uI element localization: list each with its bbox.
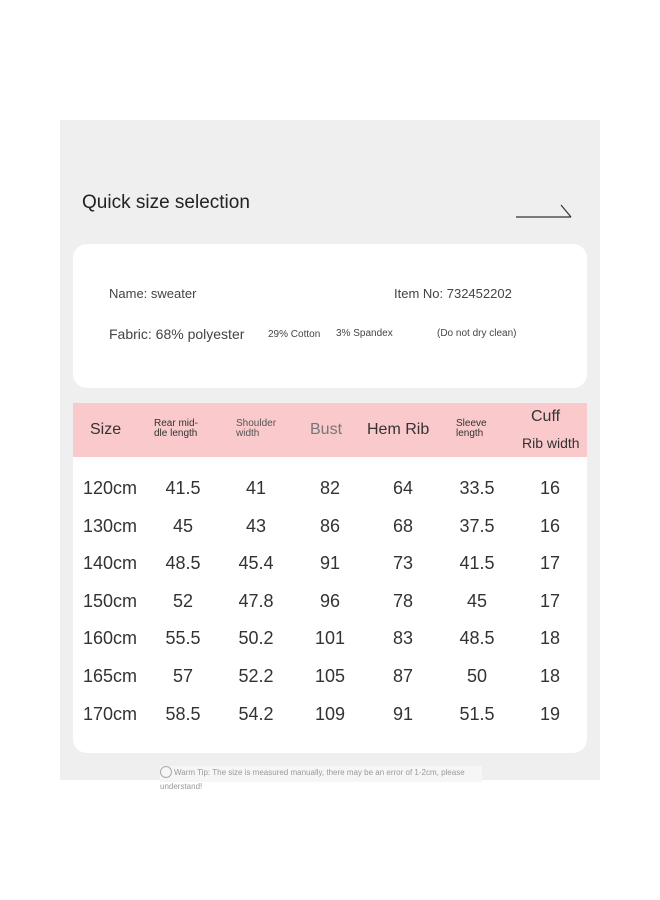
page-title: Quick size selection [82, 192, 250, 213]
measure-cell: 48.5 [165, 553, 201, 574]
measure-cell: 33.5 [459, 478, 495, 498]
care-instruction: (Do not dry clean) [437, 328, 517, 339]
table-row [73, 586, 587, 616]
measure-cell: 45.4 [238, 553, 274, 574]
measure-cell: 96 [319, 590, 341, 611]
measure-cell: 18 [539, 666, 561, 686]
measure-cell: 86 [319, 515, 341, 536]
measure-cell: 43 [245, 515, 267, 536]
fabric-spandex: 3% Spandex [336, 328, 393, 339]
measure-cell: 52 [172, 590, 194, 611]
table-header [73, 403, 587, 457]
table-row [73, 699, 587, 729]
header-shoulder-width: Shoulder width [236, 418, 277, 439]
measure-cell: 41.5 [165, 478, 201, 498]
table-row [73, 511, 587, 541]
size-cell: 130cm [83, 515, 138, 536]
measure-cell: 105 [314, 666, 346, 686]
header-sleeve-length: Sleeve length [456, 418, 487, 439]
header-hem-rib: Hem Rib [367, 421, 430, 438]
size-cell: 120cm [83, 478, 138, 498]
size-cell: 170cm [83, 703, 138, 724]
fabric-cotton: 29% Cotton [268, 329, 321, 340]
measure-cell: 82 [319, 478, 341, 498]
measure-cell: 16 [539, 478, 561, 498]
header-size: Size [90, 421, 122, 438]
header-cuff: Cuff [531, 408, 561, 425]
measure-cell: 50 [466, 666, 488, 686]
measure-cell: 91 [319, 553, 341, 574]
measure-cell: 45 [466, 590, 488, 611]
measure-cell: 18 [539, 628, 561, 649]
measure-cell: 83 [392, 628, 414, 649]
measure-cell: 68 [392, 515, 414, 536]
table-row [73, 548, 587, 578]
warm-tip [160, 766, 482, 791]
size-cell: 160cm [83, 628, 138, 649]
header-rear-length: Rear mid- dle length [154, 418, 198, 439]
warm-tip-text: Warm Tip: The size is measured manually, there may be an error of 1-2cm, please understand! [160, 768, 465, 791]
measure-cell: 19 [539, 703, 561, 724]
measure-cell: 51.5 [459, 703, 495, 724]
measure-cell: 17 [539, 590, 561, 611]
size-cell: 165cm [83, 666, 138, 686]
product-name: Name: sweater [109, 286, 197, 301]
measure-cell: 73 [392, 553, 414, 574]
arrow-right-icon [515, 200, 575, 222]
measure-cell: 37.5 [459, 515, 495, 536]
measure-cell: 47.8 [238, 590, 274, 611]
table-row [73, 623, 587, 653]
table-row [73, 473, 587, 503]
measure-cell: 17 [539, 553, 561, 574]
measure-cell: 45 [172, 515, 194, 536]
measure-cell: 101 [314, 628, 346, 649]
measure-cell: 52.2 [238, 666, 274, 686]
measure-cell: 41.5 [459, 553, 495, 574]
measure-cell: 50.2 [238, 628, 274, 649]
table-row [73, 661, 587, 691]
size-table [73, 403, 587, 753]
measure-cell: 41 [245, 478, 267, 498]
measure-cell: 55.5 [165, 628, 201, 649]
size-cell: 150cm [83, 590, 138, 611]
measure-cell: 78 [392, 590, 414, 611]
smile-icon [160, 766, 172, 778]
measure-cell: 58.5 [165, 703, 201, 724]
header-bust: Bust [310, 421, 343, 438]
measure-cell: 64 [392, 478, 414, 498]
measure-cell: 16 [539, 515, 561, 536]
measure-cell: 57 [172, 666, 194, 686]
size-cell: 140cm [83, 553, 138, 574]
item-number: Item No: 732452202 [394, 286, 512, 301]
measure-cell: 109 [314, 703, 346, 724]
measure-cell: 54.2 [238, 703, 274, 724]
measure-cell: 87 [392, 666, 414, 686]
product-info-card [73, 244, 587, 388]
fabric-polyester: Fabric: 68% polyester [109, 326, 245, 342]
measure-cell: 91 [392, 703, 414, 724]
measure-cell: 48.5 [459, 628, 495, 649]
header-rib-width: Rib width [522, 435, 580, 451]
